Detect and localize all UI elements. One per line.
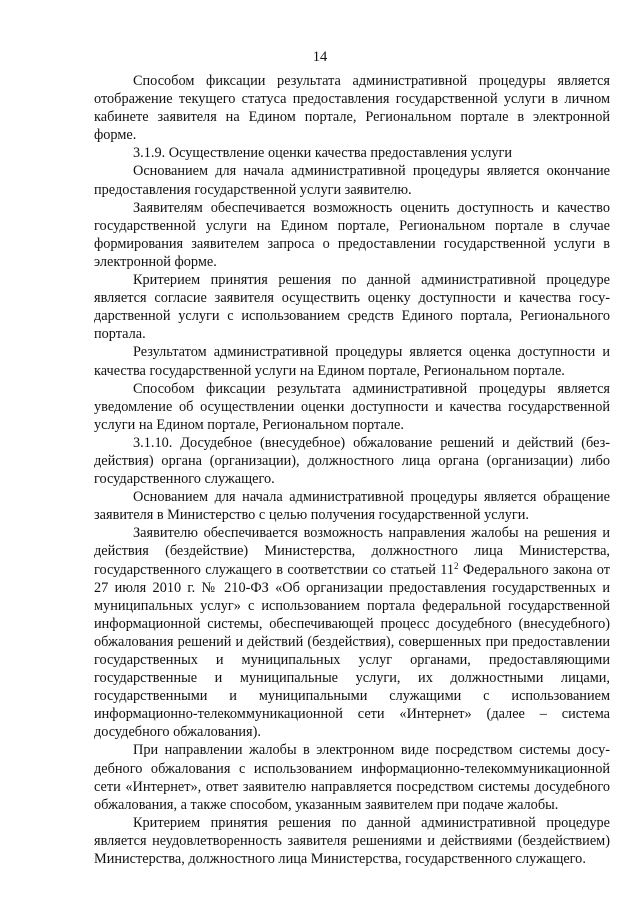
- paragraph-assessment-possibility: Заявителям обеспечивается возможность оценить доступность и качество государственной услуги на Едином портале, Региональном портале в случае формирования заявителем запроса о предоставлении государственной услуги в электронной форме.: [94, 199, 610, 270]
- paragraph-basis-quality-assessment: Основанием для начала административной процедуры является окончание предоставления государственной услуги заявителю.: [94, 163, 610, 198]
- complaint-text-after: Федерального закона от 27 июля 2010 г. № 210-ФЗ «Об организации предоставления государственных и муниципальных услуг» с использованием портала федеральной государственной информационной системы, обеспечивающей процесс досудебного (внесудебного) обжалования решений и действий (бездействия), совершенных при предоставлении государственных и муниципальных услуг органами, предоставляющими государственные и муниципальные услуги, их должностными лицами, государственными и муниципальными служащими с использованием информационно-телекоммуникационной сети «Интернет» (далее – система досудебного обжалования).: [94, 561, 610, 741]
- paragraph-decision-criterion-appeal: Критерием принятия решения по данной административной процедуре является неудовлетворенность заявителя решениями и действиями (бездействием) Министерства, должностного лица Министерства, государственного служащего.: [94, 814, 610, 868]
- paragraph-fixation-assessment: Способом фиксации результата административной процедуры является уведомление об осуществлении оценки доступности и качества государственной услуги на Едином портале, Региональном портале.: [94, 380, 610, 433]
- paragraph-status-display: Способом фиксации результата административной процедуры является отображение текущего статуса предоставления государственной услуги в личном кабинете заявителя на Едином портале, Региональном портале в электронной форме.: [94, 73, 610, 144]
- paragraph-basis-appeal: Основанием для начала административной процедуры является обращение заявителя в Министерство с целью получения государственной услуги.: [94, 489, 610, 524]
- page-number: 14: [312, 49, 328, 65]
- section-heading-quality-assessment: 3.1.9. Осуществление оценки качества предоставления услуги: [133, 145, 513, 162]
- document-body: [94, 72, 610, 868]
- paragraph-decision-criterion-assessment: Критерием принятия решения по данной административной процедуре является согласие заявителя осуществить оценку доступности и качества государственной услуги с использованием средств Единого портала, Регионального портала.: [94, 272, 610, 343]
- paragraph-electronic-complaint: При направлении жалобы в электронном виде посредством системы досудебного обжалования с использованием информационно-телекоммуникационной сети «Интернет», ответ заявителю направляется посредством системы досудебного обжалования, а также способом, указанным заявителем при подаче жалобы.: [94, 742, 610, 813]
- complaint-text-before: Заявителю обеспечивается возможность направления жалобы на решения и действия (бездействие) Министерства, должностного лица Министерства, государственного служащего в соответствии со статьей 11: [94, 525, 610, 578]
- article-superscript: 2: [454, 560, 459, 571]
- paragraph-complaint-possibility: [94, 524, 610, 741]
- paragraph-result-assessment: Результатом административной процедуры является оценка доступности и качества государственной услуги на Едином портале, Региональном портале.: [94, 344, 610, 379]
- section-heading-pretrial-appeal: 3.1.10. Досудебное (внесудебное) обжалование решений и действий (бездействия) органа (организации), должностного лица органа (организации) либо государственного служащего.: [94, 434, 610, 488]
